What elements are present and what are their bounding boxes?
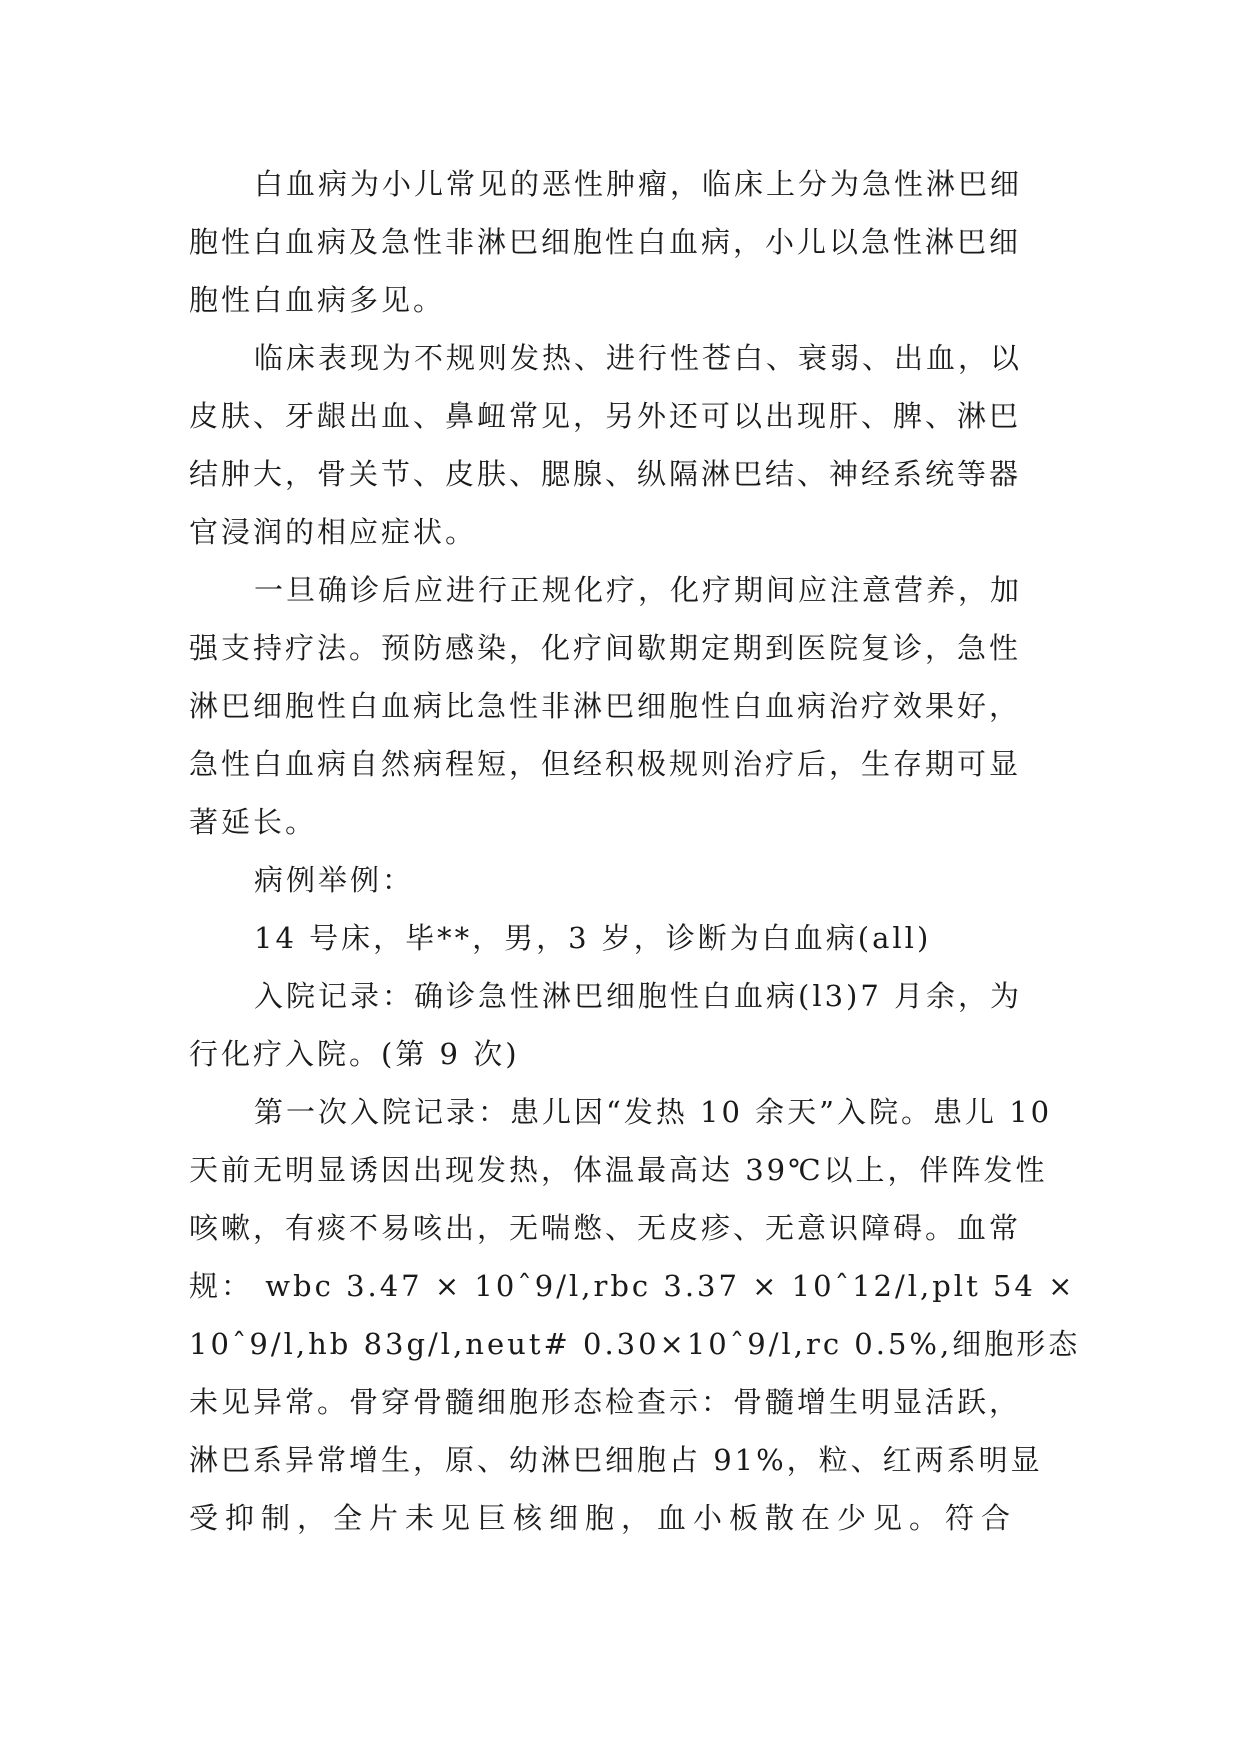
text-line: 皮肤、牙龈出血、鼻衄常见，另外还可以出现肝、脾、淋巴 (189, 399, 1022, 433)
text-line: 受抑制，全片未见巨核细胞，血小板散在少见。符合 (189, 1501, 1018, 1535)
text-line: 急性白血病自然病程短，但经积极规则治疗后，生存期可显 (189, 747, 1022, 781)
text-line: 咳嗽，有痰不易咳出，无喘憋、无皮疹、无意识障碍。血常 (189, 1211, 1022, 1245)
text-line: 官浸润的相应症状。 (189, 515, 478, 549)
paragraph-treatment (189, 561, 1049, 851)
document-body (189, 155, 1081, 1547)
text-line: 结肿大，骨关节、皮肤、腮腺、纵隔淋巴结、神经系统等器 (189, 457, 1022, 491)
paragraph-leukemia-intro (189, 155, 1049, 329)
text-line: 白血病为小儿常见的恶性肿瘤，临床上分为急性淋巴细 (254, 167, 1023, 201)
text-line: 淋巴系异常增生，原、幼淋巴细胞占 91%，粒、红两系明显 (189, 1443, 1043, 1477)
text-line: 临床表现为不规则发热、进行性苍白、衰弱、出血，以 (254, 341, 1023, 375)
paragraph-patient-info (189, 909, 1049, 967)
text-line: 病例举例： (254, 863, 415, 897)
text-line: 第一次入院记录：患儿因“发热 10 余天”入院。患儿 10 (254, 1095, 1053, 1129)
text-line: 一旦确诊后应进行正规化疗，化疗期间应注意营养，加 (254, 573, 1023, 607)
text-line: 14 号床，毕**，男，3 岁，诊断为白血病(all) (254, 921, 932, 955)
text-line: 未见异常。骨穿骨髓细胞形态检查示：骨髓增生明显活跃， (189, 1385, 1022, 1419)
paragraph-admission-record (189, 967, 1049, 1083)
text-line: 淋巴细胞性白血病比急性非淋巴细胞性白血病治疗效果好， (189, 689, 1022, 723)
text-line: 胞性白血病及急性非淋巴细胞性白血病，小儿以急性淋巴细 (189, 225, 1022, 259)
paragraph-clinical-manifestations (189, 329, 1049, 561)
paragraph-case-heading (189, 851, 1049, 909)
text-line: 入院记录：确诊急性淋巴细胞性白血病(l3)7 月余，为 (254, 979, 1023, 1013)
text-line: 胞性白血病多见。 (189, 283, 446, 317)
paragraph-first-admission (189, 1083, 1081, 1547)
text-line: 著延长。 (189, 805, 318, 839)
text-line: 强支持疗法。预防感染，化疗间歇期定期到医院复诊，急性 (189, 631, 1022, 665)
text-line: 规： wbc 3.47 × 10ˆ9/l,rbc 3.37 × 10ˆ12/l,plt 54 × (189, 1269, 1076, 1303)
text-line: 天前无明显诱因出现发热，体温最高达 39℃以上，伴阵发性 (189, 1153, 1048, 1187)
text-line: 行化疗入院。(第 9 次) (189, 1037, 520, 1071)
text-line: 10ˆ9/l,hb 83g/l,neut# 0.30×10ˆ9/l,rc 0.5%,细胞形态 (189, 1327, 1081, 1361)
